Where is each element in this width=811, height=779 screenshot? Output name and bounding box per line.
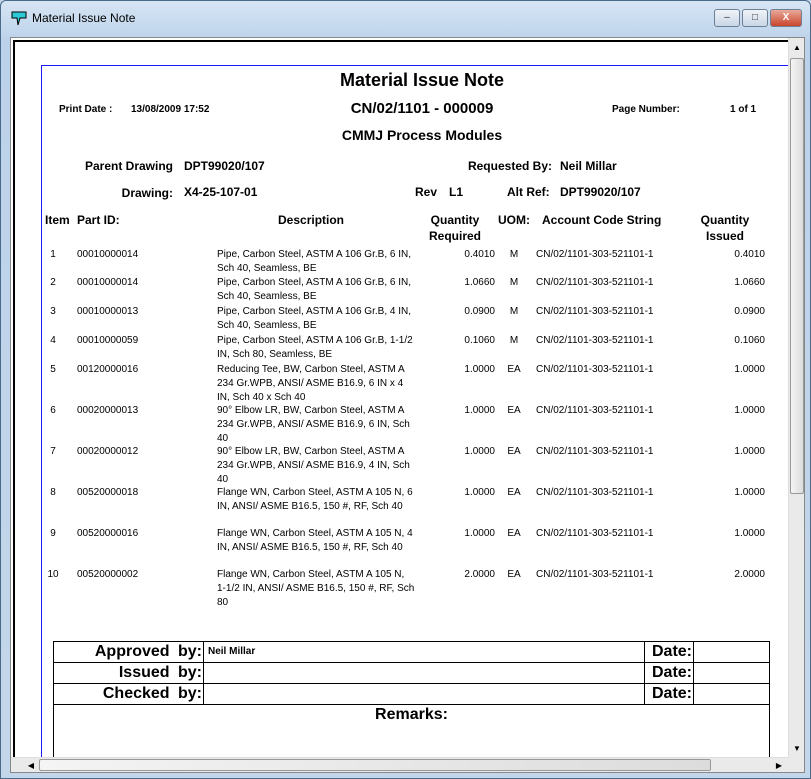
- requested-by-label: Requested By:: [467, 159, 552, 173]
- horizontal-scroll-thumb[interactable]: [39, 759, 711, 771]
- item-number: 5: [50, 364, 56, 375]
- print-date-label: Print Date :: [59, 104, 113, 115]
- remarks-label: Remarks:: [375, 706, 448, 723]
- part-id: 00010000059: [77, 335, 139, 346]
- qty-issued: 2.0000: [734, 569, 765, 580]
- part-id: 00010000013: [77, 306, 139, 317]
- qty-issued: 0.1060: [734, 335, 765, 346]
- uom: EA: [507, 405, 521, 416]
- qty-required: 1.0000: [464, 528, 495, 539]
- page-number: 1 of 1: [730, 104, 757, 115]
- qty-required: 1.0000: [464, 364, 495, 375]
- table-row: [42, 445, 791, 483]
- item-number: 3: [50, 306, 56, 317]
- col-uom: UOM:: [498, 213, 530, 227]
- description: Pipe, Carbon Steel, ASTM A 106 Gr.B, 6 IN, Sch 40, Seamless, BE: [217, 277, 411, 302]
- page-number-label: Page Number:: [612, 104, 680, 115]
- qty-required: 0.0900: [464, 306, 495, 317]
- approved-by-label: Approved by:: [54, 642, 204, 663]
- uom: EA: [507, 446, 521, 457]
- description: Reducing Tee, BW, Carbon Steel, ASTM A 234 Gr.WPB, ANSI/ ASME B16.9, 6 IN x 4 IN, Sch 40 x Sch 40: [217, 364, 405, 401]
- scroll-down-icon[interactable]: ▼: [793, 744, 801, 753]
- uom: M: [509, 277, 519, 288]
- account-code: CN/02/1101-303-521101-1: [536, 446, 654, 457]
- table-row: [42, 568, 791, 606]
- qty-issued: 1.0000: [734, 405, 765, 416]
- note-number: CN/02/1101 - 000009: [350, 100, 494, 117]
- scroll-left-icon[interactable]: ◀: [27, 761, 35, 770]
- part-id: 00010000014: [77, 277, 139, 288]
- horizontal-scrollbar[interactable]: [11, 757, 791, 772]
- col-qty-required: Quantity Required: [428, 213, 481, 243]
- minimize-button[interactable]: –: [714, 9, 740, 27]
- qty-issued: 1.0000: [734, 487, 765, 498]
- qty-required: 2.0000: [464, 569, 495, 580]
- parent-drawing: DPT99020/107: [184, 159, 265, 173]
- uom: M: [509, 335, 519, 346]
- qty-required: 1.0000: [464, 487, 495, 498]
- checked-by-label: Checked by:: [54, 684, 204, 705]
- approved-by-field: Neil Millar: [204, 642, 645, 663]
- uom: M: [509, 306, 519, 317]
- signoff-table: [53, 641, 770, 759]
- qty-required: 1.0000: [464, 405, 495, 416]
- close-button[interactable]: X: [770, 9, 802, 27]
- account-code: CN/02/1101-303-521101-1: [536, 487, 654, 498]
- report-frame: [41, 65, 791, 759]
- description: Pipe, Carbon Steel, ASTM A 106 Gr.B, 1-1/2 IN, Sch 80, Seamless, BE: [217, 335, 413, 360]
- drawing: X4-25-107-01: [184, 185, 258, 199]
- item-number: 7: [50, 446, 56, 457]
- description: Pipe, Carbon Steel, ASTM A 106 Gr.B, 6 IN, Sch 40, Seamless, BE: [217, 249, 411, 274]
- uom: EA: [507, 569, 521, 580]
- description: Pipe, Carbon Steel, ASTM A 106 Gr.B, 4 IN, Sch 40, Seamless, BE: [217, 306, 411, 331]
- checked-date-label: Date:: [645, 684, 694, 705]
- report-page: [13, 40, 791, 759]
- requested-by: Neil Millar: [560, 159, 617, 173]
- qty-issued: 1.0000: [734, 528, 765, 539]
- qty-issued: 1.0660: [734, 277, 765, 288]
- report-viewer: [10, 37, 805, 773]
- col-description: Description: [278, 213, 345, 227]
- account-code: CN/02/1101-303-521101-1: [536, 405, 654, 416]
- account-code: CN/02/1101-303-521101-1: [536, 569, 654, 580]
- window-title: Material Issue Note: [32, 11, 136, 25]
- parent-drawing-label: Parent Drawing: [84, 159, 173, 173]
- qty-required: 1.0660: [464, 277, 495, 288]
- issued-date-label: Date:: [645, 663, 694, 684]
- uom: EA: [507, 487, 521, 498]
- account-code: CN/02/1101-303-521101-1: [536, 335, 654, 346]
- table-row: [42, 404, 791, 442]
- qty-issued: 1.0000: [734, 364, 765, 375]
- item-number: 9: [50, 528, 56, 539]
- part-id: 00010000014: [77, 249, 139, 260]
- col-part-id: Part ID:: [77, 213, 120, 227]
- item-number: 6: [50, 405, 56, 416]
- qty-issued: 0.4010: [734, 249, 765, 260]
- project-name: CMMJ Process Modules: [341, 127, 503, 143]
- item-number: 4: [50, 335, 56, 346]
- part-id: 00120000016: [77, 364, 139, 375]
- table-row: [42, 486, 791, 524]
- account-code: CN/02/1101-303-521101-1: [536, 364, 654, 375]
- account-code: CN/02/1101-303-521101-1: [536, 277, 654, 288]
- part-id: 00020000013: [77, 405, 139, 416]
- description: 90° Elbow LR, BW, Carbon Steel, ASTM A 234 Gr.WPB, ANSI/ ASME B16.9, 6 IN, Sch 40: [217, 405, 410, 442]
- issued-by-field: [204, 663, 645, 684]
- issued-by-label: Issued by:: [54, 663, 204, 684]
- vertical-scroll-thumb[interactable]: [790, 58, 804, 494]
- col-item: Item: [45, 213, 70, 227]
- part-id: 00020000012: [77, 446, 139, 457]
- item-number: 2: [50, 277, 56, 288]
- drawing-label: Drawing:: [121, 186, 173, 200]
- app-icon: [11, 10, 27, 26]
- uom: EA: [507, 364, 521, 375]
- qty-issued: 0.0900: [734, 306, 765, 317]
- alt-ref-label: Alt Ref:: [507, 185, 550, 199]
- print-date: 13/08/2009 17:52: [131, 104, 210, 115]
- qty-required: 0.1060: [464, 335, 495, 346]
- account-code: CN/02/1101-303-521101-1: [536, 249, 654, 260]
- uom: M: [509, 249, 519, 260]
- uom: EA: [507, 528, 521, 539]
- table-row: [42, 363, 791, 401]
- description: Flange WN, Carbon Steel, ASTM A 105 N, 6 IN, ANSI/ ASME B16.5, 150 #, RF, Sch 40: [217, 487, 413, 512]
- col-qty-issued: Quantity Issued: [700, 213, 750, 243]
- description: 90° Elbow LR, BW, Carbon Steel, ASTM A 234 Gr.WPB, ANSI/ ASME B16.9, 4 IN, Sch 40: [217, 446, 410, 483]
- item-number: 10: [47, 569, 59, 580]
- vertical-scrollbar[interactable]: [788, 38, 804, 758]
- qty-issued: 1.0000: [734, 446, 765, 457]
- account-code: CN/02/1101-303-521101-1: [536, 306, 654, 317]
- col-account-code: Account Code String: [542, 213, 662, 227]
- item-number: 1: [50, 249, 56, 260]
- account-code: CN/02/1101-303-521101-1: [536, 528, 654, 539]
- part-id: 00520000018: [77, 487, 139, 498]
- part-id: 00520000016: [77, 528, 139, 539]
- alt-ref: DPT99020/107: [560, 185, 641, 199]
- maximize-button[interactable]: □: [742, 9, 768, 27]
- scroll-right-icon[interactable]: ▶: [775, 761, 783, 770]
- report-title: Material Issue Note: [339, 70, 505, 90]
- checked-by-field: [204, 684, 645, 705]
- approved-date-label: Date:: [645, 642, 694, 663]
- scroll-up-icon[interactable]: ▲: [793, 43, 801, 52]
- table-row: [42, 527, 791, 565]
- scrollbar-corner: [788, 757, 804, 772]
- description: Flange WN, Carbon Steel, ASTM A 105 N, 4 IN, ANSI/ ASME B16.5, 150 #, RF, Sch 40: [217, 528, 413, 553]
- rev-label: Rev: [415, 185, 438, 199]
- item-number: 8: [50, 487, 56, 498]
- qty-required: 0.4010: [464, 249, 495, 260]
- part-id: 00520000002: [77, 569, 139, 580]
- description: Flange WN, Carbon Steel, ASTM A 105 N, 1-1/2 IN, ANSI/ ASME B16.5, 150 #, RF, Sch 80: [217, 569, 415, 606]
- qty-required: 1.0000: [464, 446, 495, 457]
- rev: L1: [449, 185, 464, 199]
